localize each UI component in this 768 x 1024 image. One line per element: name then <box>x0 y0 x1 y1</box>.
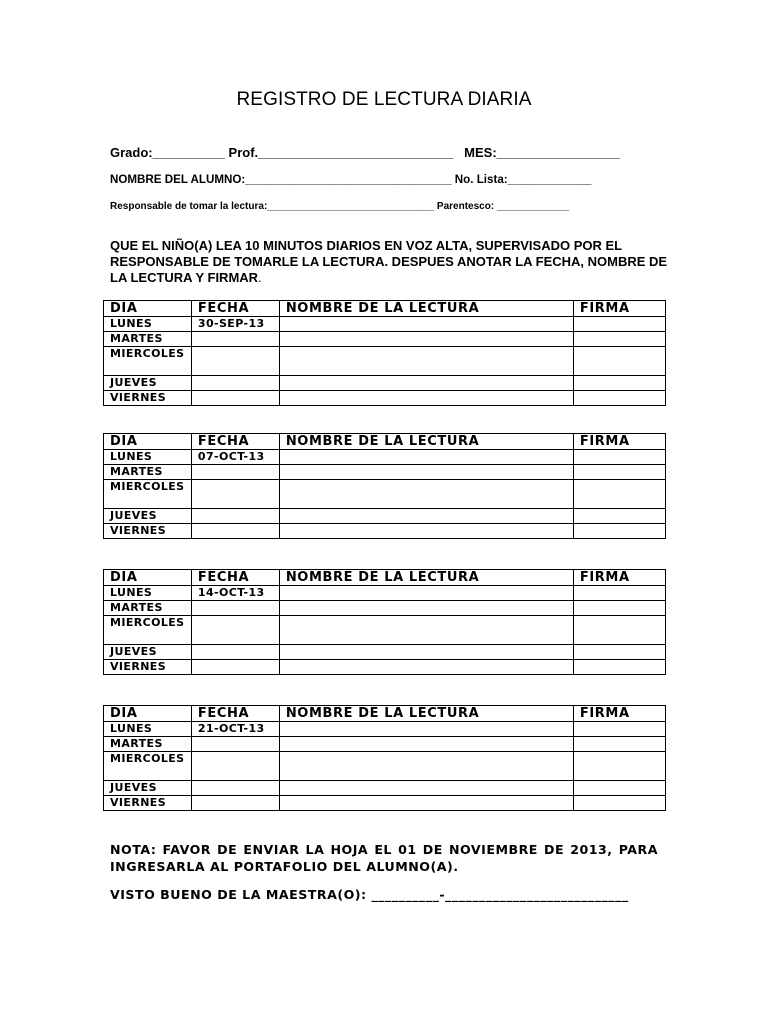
date-cell[interactable] <box>191 376 279 391</box>
date-cell[interactable] <box>191 752 279 781</box>
nota-text: NOTA: FAVOR DE ENVIAR LA HOJA EL 01 DE NOVIEMBRE DE 2013, PARA INGRESARLA AL PORTAFOLIO DEL ALUMNO(A). <box>110 842 658 874</box>
day-cell: MIERCOLES <box>104 347 192 376</box>
reading-name-cell[interactable] <box>279 752 573 781</box>
day-cell: MIERCOLES <box>104 480 192 509</box>
day-cell: JUEVES <box>104 376 192 391</box>
table-row <box>104 752 666 781</box>
reading-name-cell[interactable] <box>279 376 573 391</box>
instructions-period: . <box>258 270 262 285</box>
table-row <box>104 391 666 406</box>
signature-cell[interactable] <box>573 586 665 601</box>
signature-cell[interactable] <box>573 616 665 645</box>
day-cell: MARTES <box>104 465 192 480</box>
reading-name-cell[interactable] <box>279 586 573 601</box>
table-row <box>104 781 666 796</box>
reading-name-cell[interactable] <box>279 524 573 539</box>
visto-bueno-line: VISTO BUENO DE LA MAESTRA(O): __________-___________________________ <box>110 887 629 902</box>
header-nombre-lectura: NOMBRE DE LA LECTURA <box>279 434 573 450</box>
table-row <box>104 660 666 675</box>
table-row <box>104 509 666 524</box>
header-firma: FIRMA <box>573 434 665 450</box>
date-cell[interactable] <box>191 347 279 376</box>
reading-name-cell[interactable] <box>279 737 573 752</box>
header-firma: FIRMA <box>573 706 665 722</box>
table-row <box>104 450 666 465</box>
table-row <box>104 586 666 601</box>
table-row <box>104 601 666 616</box>
date-cell[interactable] <box>191 480 279 509</box>
header-fecha: FECHA <box>191 706 279 722</box>
reading-name-cell[interactable] <box>279 450 573 465</box>
signature-cell[interactable] <box>573 509 665 524</box>
table-row <box>104 317 666 332</box>
reading-name-cell[interactable] <box>279 480 573 509</box>
signature-cell[interactable] <box>573 317 665 332</box>
header-fecha: FECHA <box>191 434 279 450</box>
day-cell: VIERNES <box>104 524 192 539</box>
date-cell[interactable]: 07-OCT-13 <box>191 450 279 465</box>
header-nombre-lectura: NOMBRE DE LA LECTURA <box>279 570 573 586</box>
header-nombre-lectura: NOMBRE DE LA LECTURA <box>279 706 573 722</box>
reading-name-cell[interactable] <box>279 601 573 616</box>
reading-log-table-week-2 <box>103 433 666 539</box>
day-cell: VIERNES <box>104 391 192 406</box>
table-row <box>104 376 666 391</box>
header-fecha: FECHA <box>191 301 279 317</box>
date-cell[interactable] <box>191 332 279 347</box>
header-dia: DIA <box>104 570 192 586</box>
signature-cell[interactable] <box>573 480 665 509</box>
date-cell[interactable] <box>191 601 279 616</box>
day-cell: MARTES <box>104 601 192 616</box>
alumno-lista-line: NOMBRE DEL ALUMNO:________________________________ No. Lista:_____________ <box>110 173 592 186</box>
reading-name-cell[interactable] <box>279 465 573 480</box>
header-fecha: FECHA <box>191 570 279 586</box>
signature-cell[interactable] <box>573 450 665 465</box>
header-firma: FIRMA <box>573 301 665 317</box>
reading-log-table-week-4 <box>103 705 666 811</box>
signature-cell[interactable] <box>573 524 665 539</box>
signature-cell[interactable] <box>573 645 665 660</box>
table-row <box>104 347 666 376</box>
signature-cell[interactable] <box>573 465 665 480</box>
reading-name-cell[interactable] <box>279 509 573 524</box>
reading-name-cell[interactable] <box>279 616 573 645</box>
reading-name-cell[interactable] <box>279 391 573 406</box>
date-cell[interactable]: 30-SEP-13 <box>191 317 279 332</box>
reading-name-cell[interactable] <box>279 722 573 737</box>
header-dia: DIA <box>104 706 192 722</box>
date-cell[interactable] <box>191 645 279 660</box>
reading-name-cell[interactable] <box>279 796 573 811</box>
signature-cell[interactable] <box>573 391 665 406</box>
reading-name-cell[interactable] <box>279 317 573 332</box>
table-row <box>104 737 666 752</box>
reading-name-cell[interactable] <box>279 332 573 347</box>
responsable-parentesco-line: Responsable de tomar la lectura:______________________________ Parentesco: _____________ <box>110 201 570 212</box>
day-cell: LUNES <box>104 722 192 737</box>
signature-cell[interactable] <box>573 347 665 376</box>
date-cell[interactable] <box>191 524 279 539</box>
date-cell[interactable] <box>191 509 279 524</box>
reading-name-cell[interactable] <box>279 347 573 376</box>
day-cell: LUNES <box>104 317 192 332</box>
signature-cell[interactable] <box>573 660 665 675</box>
table-row <box>104 465 666 480</box>
signature-cell[interactable] <box>573 781 665 796</box>
day-cell: LUNES <box>104 586 192 601</box>
table-row <box>104 332 666 347</box>
day-cell: MIERCOLES <box>104 616 192 645</box>
page-title: REGISTRO DE LECTURA DIARIA <box>236 89 532 110</box>
table-header-row <box>104 434 666 450</box>
table-header-row <box>104 570 666 586</box>
table-row <box>104 524 666 539</box>
date-cell[interactable] <box>191 796 279 811</box>
header-dia: DIA <box>104 301 192 317</box>
table-row <box>104 645 666 660</box>
table-row <box>104 796 666 811</box>
table-header-row <box>104 301 666 317</box>
reading-name-cell[interactable] <box>279 645 573 660</box>
day-cell: MIERCOLES <box>104 752 192 781</box>
signature-cell[interactable] <box>573 601 665 616</box>
date-cell[interactable]: 14-OCT-13 <box>191 586 279 601</box>
instructions-text: QUE EL NIÑO(A) LEA 10 MINUTOS DIARIOS EN VOZ ALTA, SUPERVISADO POR EL RESPONSABLE DE TOMARLE LA LECTURA. DESPUES ANOTAR LA FECHA, NOMBRE DE LA LECTURA Y FIRMAR <box>110 238 668 285</box>
header-dia: DIA <box>104 434 192 450</box>
signature-cell[interactable] <box>573 332 665 347</box>
reading-name-cell[interactable] <box>279 660 573 675</box>
header-nombre-lectura: NOMBRE DE LA LECTURA <box>279 301 573 317</box>
date-cell[interactable]: 21-OCT-13 <box>191 722 279 737</box>
table-header-row <box>104 706 666 722</box>
day-cell: MARTES <box>104 332 192 347</box>
day-cell: JUEVES <box>104 781 192 796</box>
date-cell[interactable] <box>191 781 279 796</box>
date-cell[interactable] <box>191 660 279 675</box>
signature-cell[interactable] <box>573 376 665 391</box>
signature-cell[interactable] <box>573 737 665 752</box>
date-cell[interactable] <box>191 465 279 480</box>
day-cell: VIERNES <box>104 796 192 811</box>
day-cell: LUNES <box>104 450 192 465</box>
signature-cell[interactable] <box>573 752 665 781</box>
date-cell[interactable] <box>191 391 279 406</box>
table-row <box>104 616 666 645</box>
day-cell: MARTES <box>104 737 192 752</box>
reading-log-table-week-3 <box>103 569 666 675</box>
date-cell[interactable] <box>191 616 279 645</box>
reading-log-table-week-1 <box>103 300 666 406</box>
grado-prof-mes-line: Grado:__________ Prof.___________________________ MES:_________________ <box>110 145 620 160</box>
day-cell: VIERNES <box>104 660 192 675</box>
day-cell: JUEVES <box>104 509 192 524</box>
table-row <box>104 722 666 737</box>
day-cell: JUEVES <box>104 645 192 660</box>
table-row <box>104 480 666 509</box>
header-firma: FIRMA <box>573 570 665 586</box>
reading-name-cell[interactable] <box>279 781 573 796</box>
date-cell[interactable] <box>191 737 279 752</box>
instructions <box>110 238 670 286</box>
signature-cell[interactable] <box>573 722 665 737</box>
signature-cell[interactable] <box>573 796 665 811</box>
